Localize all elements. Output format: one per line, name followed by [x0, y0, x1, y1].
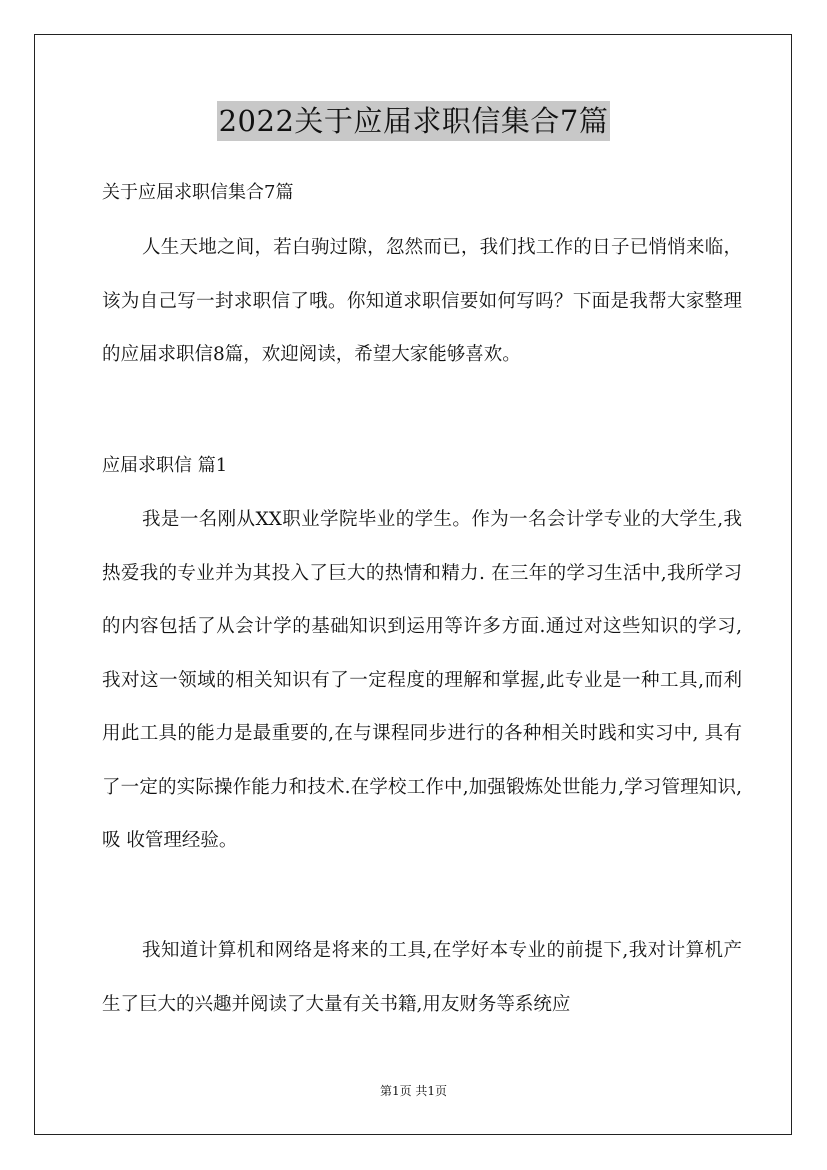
body-paragraph-1: 我是一名刚从XX职业学院毕业的学生。作为一名会计学专业的大学生,我热爱我的专业并为其投入了巨大的热情和精力. 在三年的学习生活中,我所学习的内容包括了从会计学的基础知识到运用等许多方面.通过对这些知识的学习,我对这一领域的相关知识有了一定程度的理解和掌握,此专业是一种工具,而利用此工具的能力是最重要的,在与课程同步进行的各种相关时践和实习中, 具有了一定的实际操作能力和技术.在学校工作中,加强锻炼处世能力,学习管理知识,吸 收管理经验。 — [102, 509, 742, 851]
page-footer: 第1页 共1页 — [379, 1084, 448, 1098]
body-paragraph-2: 我知道计算机和网络是将来的工具,在学好本专业的前提下,我对计算机产生了巨大的兴趣并阅读了大量有关书籍,用友财务等系统应 — [102, 940, 742, 1015]
section-heading: 应届求职信 篇1 — [102, 455, 228, 476]
document-subtitle: 关于应届求职信集合7篇 — [102, 182, 294, 203]
document-title: 2022关于应届求职信集合7篇 — [217, 101, 611, 141]
title-container — [0, 101, 827, 141]
intro-paragraph: 人生天地之间，若白驹过隙，忽然而已，我们找工作的日子已悄悄来临，该为自己写一封求职信了哦。你知道求职信要如何写吗？下面是我帮大家整理的应届求职信8篇，欢迎阅读，希望大家能够喜欢。 — [102, 237, 742, 365]
